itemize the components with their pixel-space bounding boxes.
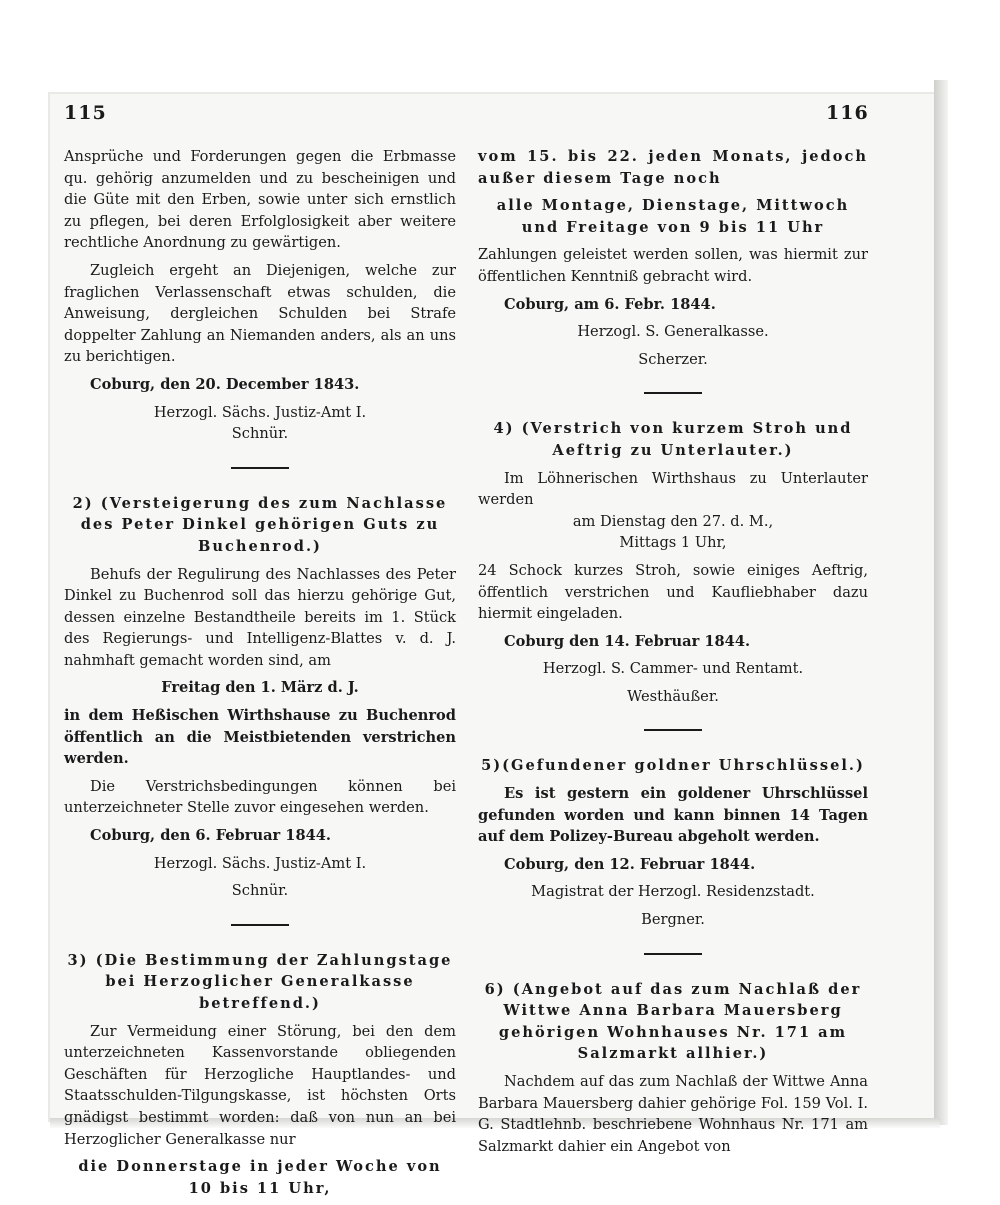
continuation-weekdays: alle Montage, Dienstage, Mittwoch und Freitage von 9 bis 11 Uhr: [496, 197, 850, 236]
continuation-office: Herzogl. S. Generalkasse.: [577, 323, 769, 341]
intro-office: Herzogl. Sächs. Justiz-Amt I.: [153, 403, 367, 421]
notice-3-body: Zur Vermeidung einer Störung, bei den dem unterzeichneten Kassenvorstande obliegenden Geschäften für Herzogliche Hauptlandes- und Staatsschulden-Tilgungskasse, ist höchsten Orts gnädigst bestimmt worden: daß von nun an bei Herzoglicher Generalkasse nur: [64, 1022, 456, 1148]
intro-date: Coburg, den 20. December 1843.: [90, 375, 360, 393]
notice-6-body: Nachdem auf das zum Nachlaß der Wittwe Anna Barbara Mauersberg dahier gehörige Fol. 159 Vol. I. G. Stadtlehnb. beschriebene Wohnhaus Nr. 171 am Salzmarkt dahier ein Angebot von: [478, 1073, 868, 1155]
section-divider: [644, 392, 702, 394]
notice-4-signature: Westhäußer.: [627, 687, 719, 705]
intro-signature: Schnür.: [231, 425, 289, 443]
notice-4-time: Mittags 1 Uhr,: [619, 534, 727, 552]
notice-3-heading: 3) (Die Bestimmung der Zahlungstage bei Herzoglicher Generalkasse betreffend.): [67, 951, 453, 1012]
notice-4-date: Coburg den 14. Februar 1844.: [504, 632, 751, 650]
notice-4-heading: 4) (Verstrich von kurzem Stroh und Aeftrig zu Unterlauter.): [493, 420, 853, 459]
notice-2-day: Freitag den 1. März d. J.: [161, 679, 359, 697]
section-divider: [231, 467, 289, 469]
notice-2-office: Herzogl. Sächs. Justiz-Amt I.: [153, 854, 367, 872]
notice-4-office: Herzogl. S. Cammer- und Rentamt.: [542, 660, 804, 678]
notice-5-heading: 5)(Gefundener goldner Uhrschlüssel.): [481, 757, 865, 775]
page-number-right: 116: [826, 102, 869, 124]
notice-5-body: Es ist gestern ein goldener Uhrschlüssel gefunden worden und kann binnen 14 Tagen auf dem Polizey-Bureau abgeholt werden.: [478, 785, 868, 846]
section-divider: [644, 729, 702, 731]
intro-paragraph-1: Ansprüche und Forderungen gegen die Erbmasse qu. gehörig anzumelden und zu bescheinigen und die Güte mit den Erben, sowie unter sich ernstlich zu pflegen, bei deren Erfolglosigkeit aber weitere rechtliche Anordnung zu gewärtigen.: [64, 148, 456, 252]
notice-4-body: Im Löhnerischen Wirthshaus zu Unterlauter werden: [478, 469, 868, 509]
notice-4-body-2: 24 Schock kurzes Stroh, sowie einiges Aeftrig, öffentlich verstrichen und Kaufliebhaber dazu hiermit eingeladen.: [478, 561, 868, 623]
continuation-dates: vom 15. bis 22. jeden Monats, jedoch außer diesem Tage noch: [478, 148, 868, 187]
notice-3-days: die Donnerstage in jeder Woche von 10 bis 11 Uhr,: [78, 1158, 442, 1197]
continuation-text: Zahlungen geleistet werden sollen, was hiermit zur öffentlichen Kenntniß gebracht wird.: [478, 246, 868, 285]
page-number-left: 115: [64, 102, 107, 124]
notice-2-date: Coburg, den 6. Februar 1844.: [90, 827, 331, 845]
left-column: [64, 146, 456, 1199]
notice-2-heading: 2) (Versteigerung des zum Nachlasse des Peter Dinkel gehörigen Guts zu Buchenrod.): [72, 494, 448, 555]
notice-5-office: Magistrat der Herzogl. Residenzstadt.: [531, 883, 815, 901]
notice-2-terms: Die Verstrichsbedingungen können bei unterzeichneter Stelle zuvor eingesehen werden.: [64, 777, 456, 817]
notice-6-heading: 6) (Angebot auf das zum Nachlaß der Wittwe Anna Barbara Mauersberg gehörigen Wohnhauses Nr. 171 am Salzmarkt allhier.): [484, 980, 862, 1063]
section-divider: [644, 953, 702, 955]
intro-paragraph-2: Zugleich ergeht an Diejenigen, welche zur fraglichen Verlassenschaft etwas schulden, die Anweisung, dergleichen Schulden bei Strafe doppelter Zahlung an Niemanden anders, als an uns zu berichtigen.: [64, 261, 456, 366]
continuation-date: Coburg, am 6. Febr. 1844.: [504, 295, 716, 313]
notice-5-date: Coburg, den 12. Februar 1844.: [504, 855, 756, 873]
notice-4-day: am Dienstag den 27. d. M.,: [572, 512, 774, 530]
notice-5-signature: Bergner.: [641, 911, 705, 929]
page-edge-shadow: [934, 80, 948, 1125]
notice-2-place: in dem Heßischen Wirthshause zu Buchenrod öffentlich an die Meistbietenden verstrichen werden.: [64, 707, 456, 768]
notice-2-signature: Schnür.: [231, 882, 289, 900]
right-column: [478, 146, 868, 1157]
continuation-signature: Scherzer.: [638, 350, 708, 368]
section-divider: [231, 924, 289, 926]
notice-2-body: Behufs der Regulirung des Nachlasses des Peter Dinkel zu Buchenrod soll das hierzu gehörige Gut, dessen einzelne Bestandtheile bereits im 1. Stück des Regierungs- und Intelligenz-Blattes v. d. J. nahmhaft gemacht worden sind, am: [64, 565, 456, 669]
